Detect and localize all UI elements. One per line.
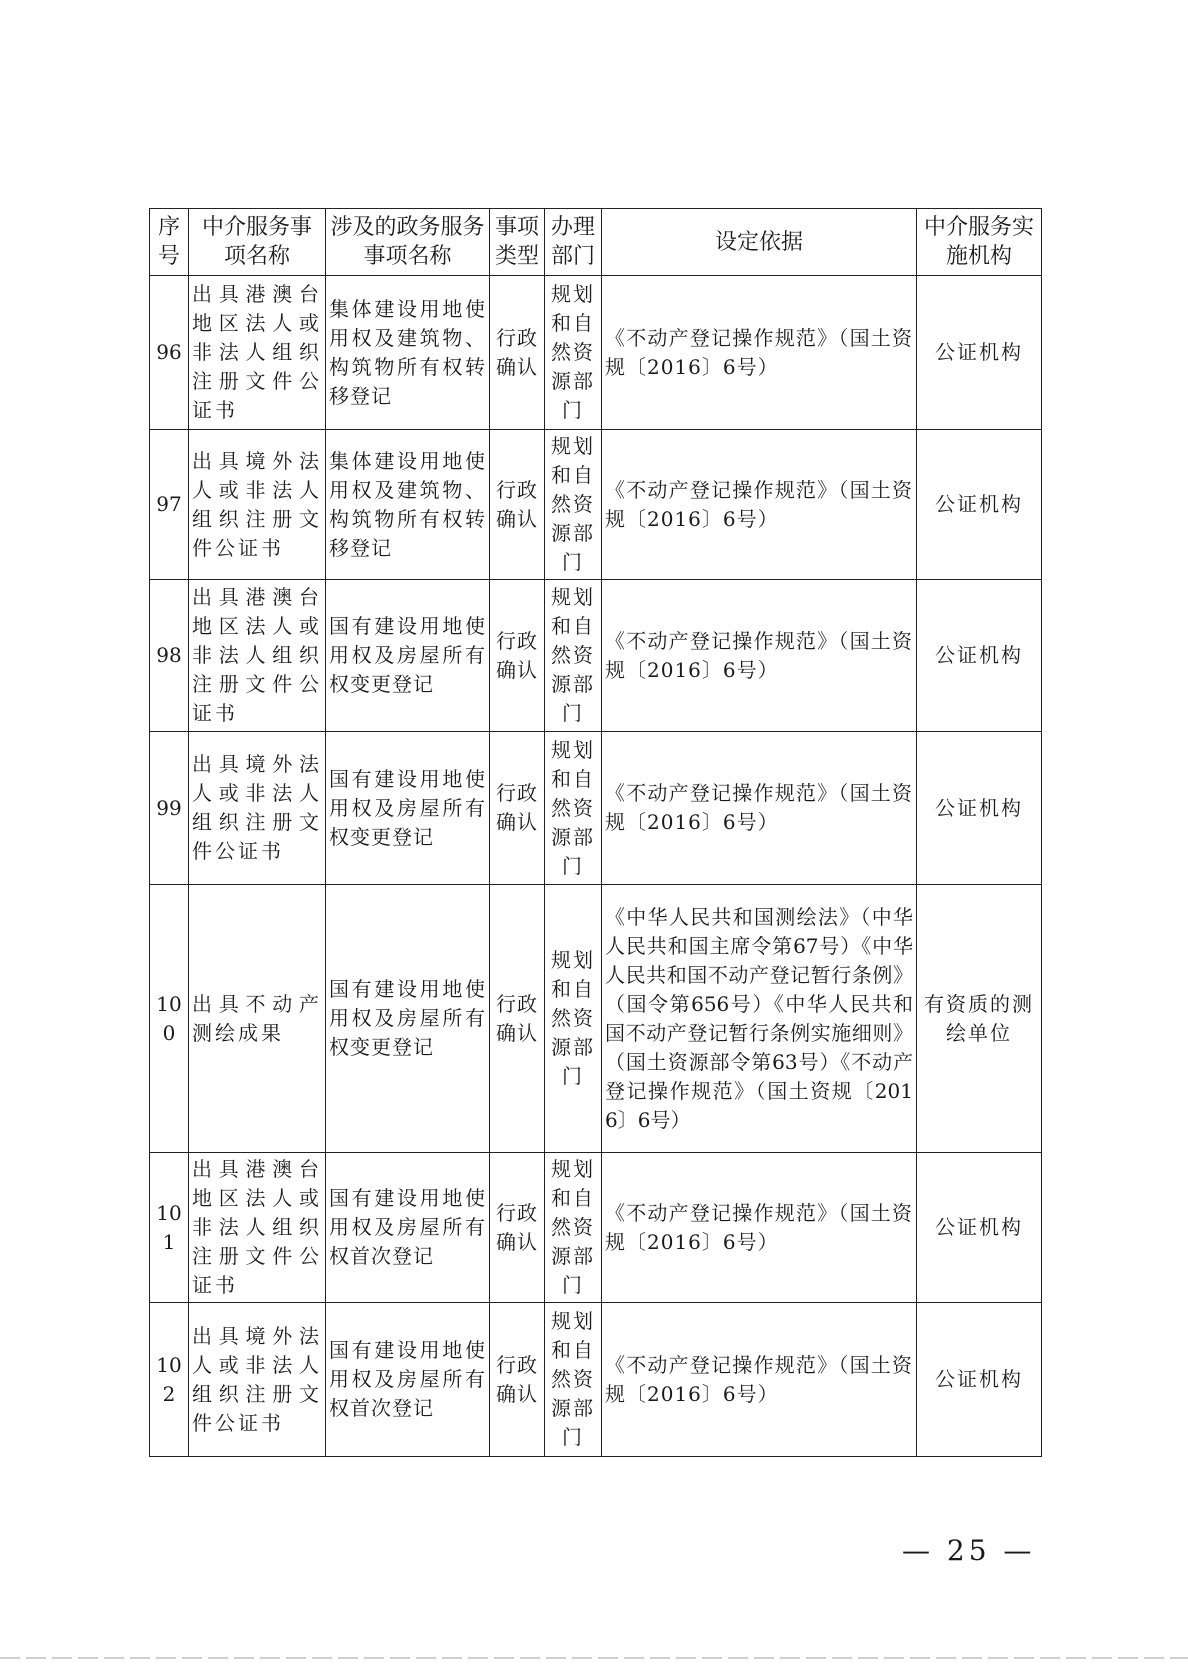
cell-item-name: 出具境外法人或非法人组织注册文件公证书 bbox=[189, 1303, 326, 1457]
cell-gov-service: 国有建设用地使用权及房屋所有权首次登记 bbox=[326, 1303, 490, 1457]
cell-dept bbox=[545, 580, 602, 732]
cell-dept bbox=[545, 430, 602, 580]
cell-dept-text: 规划和自然资源部门 bbox=[551, 585, 595, 725]
cell-item-name: 出具港澳台地区法人或非法人组织注册文件公证书 bbox=[189, 580, 326, 732]
cell-gov-service: 国有建设用地使用权及房屋所有权变更登记 bbox=[326, 580, 490, 732]
cell-agency: 公证机构 bbox=[917, 1153, 1042, 1303]
cell-agency: 有资质的测绘单位 bbox=[917, 885, 1042, 1153]
cell-dept bbox=[545, 732, 602, 885]
cell-basis: 《不动产登记操作规范》（国土资规〔2016〕6号） bbox=[602, 276, 917, 430]
cell-dept bbox=[545, 1153, 602, 1303]
cell-dept-text: 规划和自然资源部门 bbox=[551, 1157, 595, 1297]
cell-type: 行政确认 bbox=[490, 885, 545, 1153]
cell-item-name: 出具港澳台地区法人或非法人组织注册文件公证书 bbox=[189, 276, 326, 430]
header-type: 事项类型 bbox=[490, 209, 545, 276]
cell-dept bbox=[545, 276, 602, 430]
cell-type: 行政确认 bbox=[490, 580, 545, 732]
table-row bbox=[150, 430, 1042, 580]
cell-dept-text: 规划和自然资源部门 bbox=[551, 737, 595, 878]
cell-seq: 99 bbox=[150, 732, 189, 885]
header-item-name: 中介服务事项名称 bbox=[189, 209, 326, 276]
cell-agency: 公证机构 bbox=[917, 580, 1042, 732]
cell-dept-text: 规划和自然资源部门 bbox=[551, 1309, 595, 1449]
cell-basis: 《不动产登记操作规范》（国土资规〔2016〕6号） bbox=[602, 1303, 917, 1457]
header-agency: 中介服务实施机构 bbox=[917, 209, 1042, 276]
header-dept: 办理部门 bbox=[545, 209, 602, 276]
cell-dept bbox=[545, 885, 602, 1153]
cell-item-name: 出具境外法人或非法人组织注册文件公证书 bbox=[189, 732, 326, 885]
cell-gov-service: 国有建设用地使用权及房屋所有权变更登记 bbox=[326, 885, 490, 1153]
scan-edge-line bbox=[0, 1657, 1188, 1659]
cell-seq: 100 bbox=[150, 885, 189, 1153]
cell-gov-service: 国有建设用地使用权及房屋所有权变更登记 bbox=[326, 732, 490, 885]
table-header-row bbox=[150, 209, 1042, 276]
table-row bbox=[150, 1153, 1042, 1303]
cell-seq: 98 bbox=[150, 580, 189, 732]
cell-basis: 《不动产登记操作规范》（国土资规〔2016〕6号） bbox=[602, 430, 917, 580]
cell-dept bbox=[545, 1303, 602, 1457]
table-row bbox=[150, 885, 1042, 1153]
header-basis: 设定依据 bbox=[602, 209, 917, 276]
cell-gov-service: 国有建设用地使用权及房屋所有权首次登记 bbox=[326, 1153, 490, 1303]
cell-agency: 公证机构 bbox=[917, 1303, 1042, 1457]
page-number: — 25 — bbox=[902, 1534, 1036, 1567]
cell-item-name: 出具港澳台地区法人或非法人组织注册文件公证书 bbox=[189, 1153, 326, 1303]
table-row bbox=[150, 276, 1042, 430]
cell-agency: 公证机构 bbox=[917, 732, 1042, 885]
cell-seq: 96 bbox=[150, 276, 189, 430]
table-row bbox=[150, 1303, 1042, 1457]
cell-type: 行政确认 bbox=[490, 1153, 545, 1303]
table-row bbox=[150, 580, 1042, 732]
cell-basis: 《不动产登记操作规范》（国土资规〔2016〕6号） bbox=[602, 732, 917, 885]
cell-dept-text: 规划和自然资源部门 bbox=[551, 282, 595, 422]
table-row bbox=[150, 732, 1042, 885]
cell-type: 行政确认 bbox=[490, 1303, 545, 1457]
cell-dept-text: 规划和自然资源部门 bbox=[551, 434, 595, 574]
header-gov-service: 涉及的政务服务事项名称 bbox=[326, 209, 490, 276]
cell-type: 行政确认 bbox=[490, 276, 545, 430]
cell-dept-text: 规划和自然资源部门 bbox=[551, 948, 595, 1088]
cell-type: 行政确认 bbox=[490, 430, 545, 580]
cell-basis: 《中华人民共和国测绘法》（中华人民共和国主席令第67号）《中华人民共和国不动产登记暂行条例》（国令第656号）《中华人民共和国不动产登记暂行条例实施细则》（国土资源部令第63号）《不动产登记操作规范》（国土资规〔2016〕6号） bbox=[602, 885, 917, 1153]
cell-gov-service: 集体建设用地使用权及建筑物、构筑物所有权转移登记 bbox=[326, 430, 490, 580]
cell-type: 行政确认 bbox=[490, 732, 545, 885]
cell-basis: 《不动产登记操作规范》（国土资规〔2016〕6号） bbox=[602, 580, 917, 732]
cell-seq: 102 bbox=[150, 1303, 189, 1457]
cell-item-name: 出具不动产测绘成果 bbox=[189, 885, 326, 1153]
cell-agency: 公证机构 bbox=[917, 276, 1042, 430]
cell-seq: 97 bbox=[150, 430, 189, 580]
header-seq: 序号 bbox=[150, 209, 189, 276]
cell-seq: 101 bbox=[150, 1153, 189, 1303]
cell-item-name: 出具境外法人或非法人组织注册文件公证书 bbox=[189, 430, 326, 580]
cell-agency: 公证机构 bbox=[917, 430, 1042, 580]
cell-gov-service: 集体建设用地使用权及建筑物、构筑物所有权转移登记 bbox=[326, 276, 490, 430]
intermediary-services-table bbox=[149, 208, 1042, 1457]
cell-basis: 《不动产登记操作规范》（国土资规〔2016〕6号） bbox=[602, 1153, 917, 1303]
